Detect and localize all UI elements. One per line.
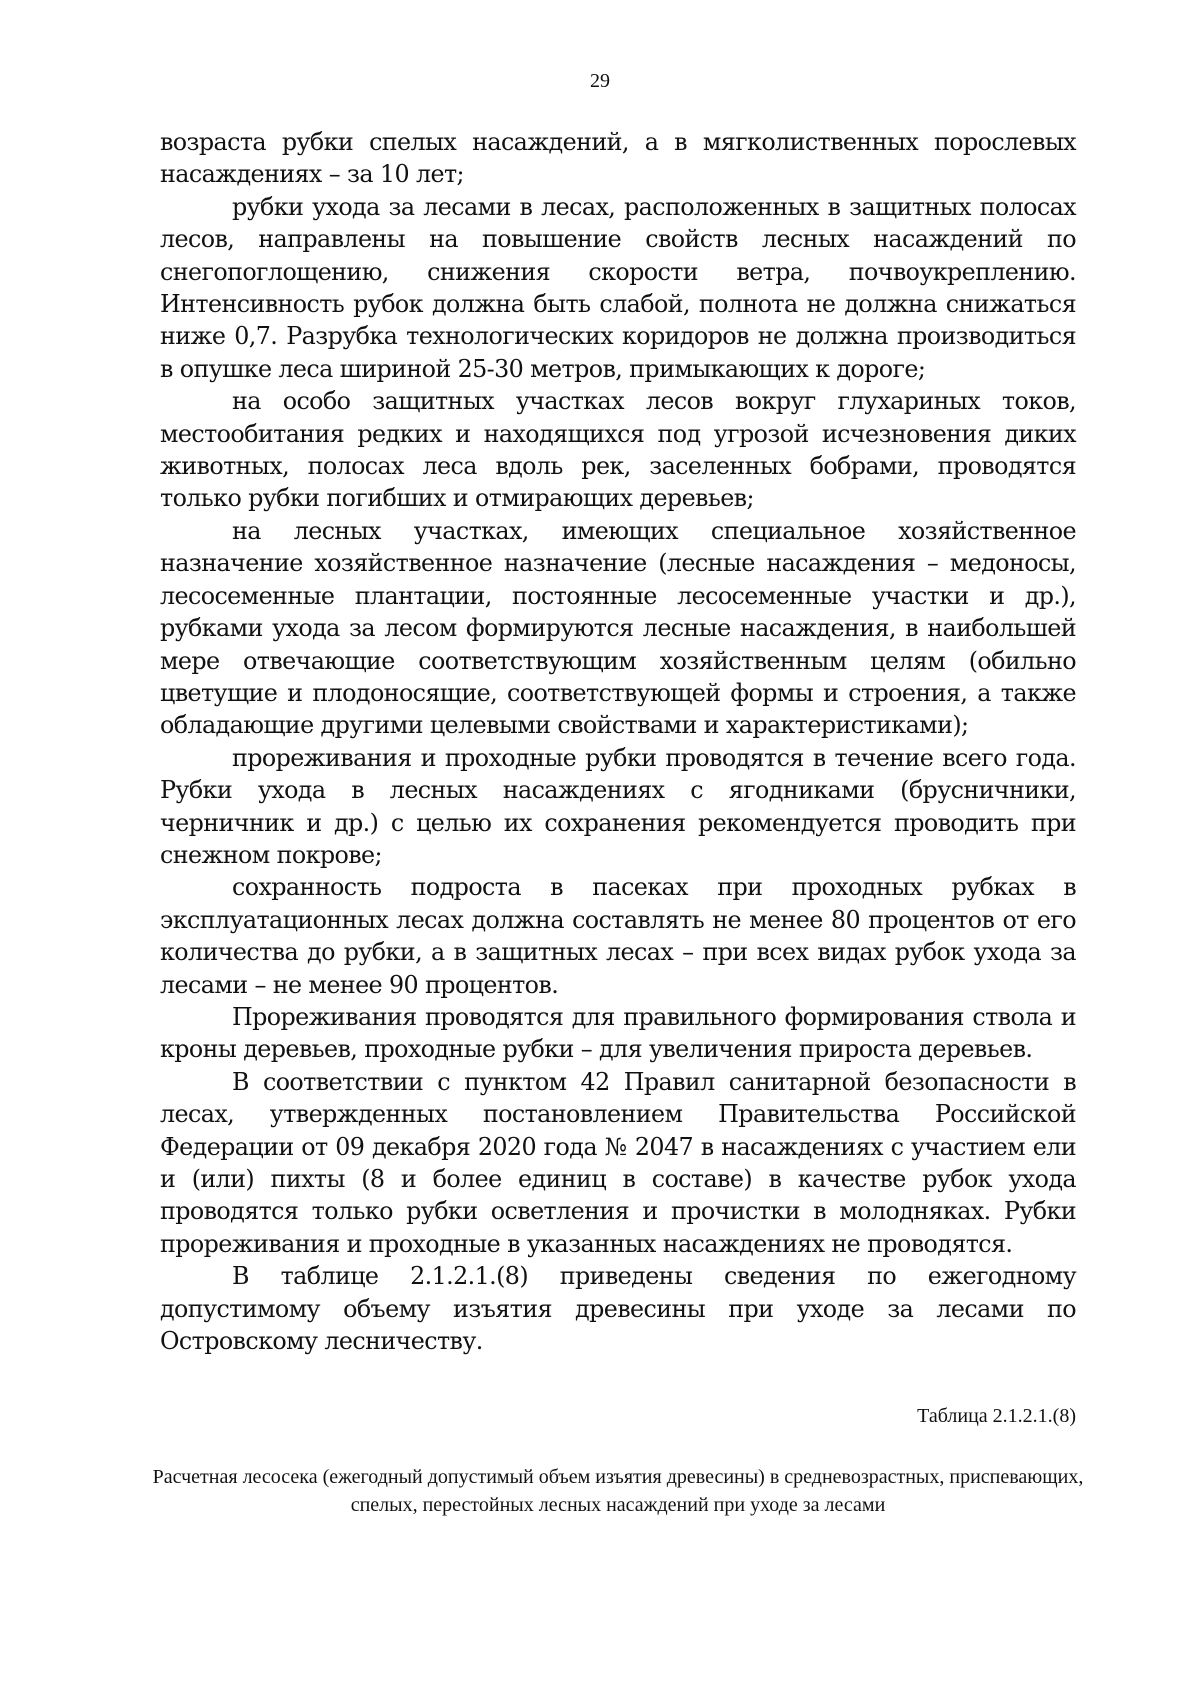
table-title: Расчетная лесосека (ежегодный допустимый объем изъятия древесины) в средневозрастных, приспевающих, спелых, перестойных лесных насаждений при уходе за лесами: [152, 1466, 1084, 1516]
paragraph-7: Прореживания проводятся для правильного формирования ствола и кроны деревьев, проходные рубки – для увеличения прироста деревьев.: [160, 1002, 1076, 1064]
body-text: [160, 126, 1076, 1357]
paragraph-4: на лесных участках, имеющих специальное хозяйственное назначение хозяйственное назначение (лесные насаждения – медоносы, лесосеменные плантации, постоянные лесосеменные участки и др.), рубками ухода за лесом формируются лесные насаждения, в наибольшей мере отвечающие соответствующим хозяйственным целям (обильно цветущие и плодоносящие, соответствующей формы и строения, а также обладающие другими целевыми свойствами и характеристиками);: [160, 516, 1076, 740]
table-caption: Таблица 2.1.2.1.(8): [917, 1405, 1076, 1427]
paragraph-8: В соответствии с пунктом 42 Правил санитарной безопасности в лесах, утвержденных постановлением Правительства Российской Федерации от 09 декабря 2020 года № 2047 в насаждениях с участием ели и (или) пихты (8 и более единиц в составе) в качестве рубок ухода проводятся только рубки осветления и прочистки в молодняках. Рубки прореживания и проходные в указанных насаждениях не проводятся.: [160, 1067, 1076, 1258]
paragraph-3: на особо защитных участках лесов вокруг глухариных токов, местообитания редких и находящихся под угрозой исчезновения диких животных, полосах леса вдоль рек, заселенных бобрами, проводятся только рубки погибших и отмирающих деревьев;: [160, 387, 1076, 513]
paragraph-9: В таблице 2.1.2.1.(8) приведены сведения по ежегодному допустимому объему изъятия древесины при уходе за лесами по Островскому лесничеству.: [160, 1262, 1076, 1356]
paragraph-1: возраста рубки спелых насаждений, а в мягколиственных порослевых насаждениях – за 10 лет;: [160, 128, 1076, 189]
page-number: 29: [590, 70, 610, 92]
paragraph-2: рубки ухода за лесами в лесах, расположенных в защитных полосах лесов, направлены на повышение свойств лесных насаждений по снегопоглощению, снижения скорости ветра, почвоукреплению. Интенсивность рубок должна быть слабой, полнота не должна снижаться ниже 0,7. Разрубка технологических коридоров не должна производиться в опушке леса шириной 25-30 метров, примыкающих к дороге;: [160, 192, 1076, 383]
paragraph-6: сохранность подроста в пасеках при проходных рубках в эксплуатационных лесах должна составлять не менее 80 процентов от его количества до рубки, а в защитных лесах – при всех видах рубок ухода за лесами – не менее 90 процентов.: [160, 873, 1076, 999]
paragraph-5: прореживания и проходные рубки проводятся в течение всего года. Рубки ухода в лесных насаждениях с ягодниками (брусничники, черничник и др.) с целью их сохранения рекомендуется проводить при снежном покрове;: [160, 743, 1076, 869]
